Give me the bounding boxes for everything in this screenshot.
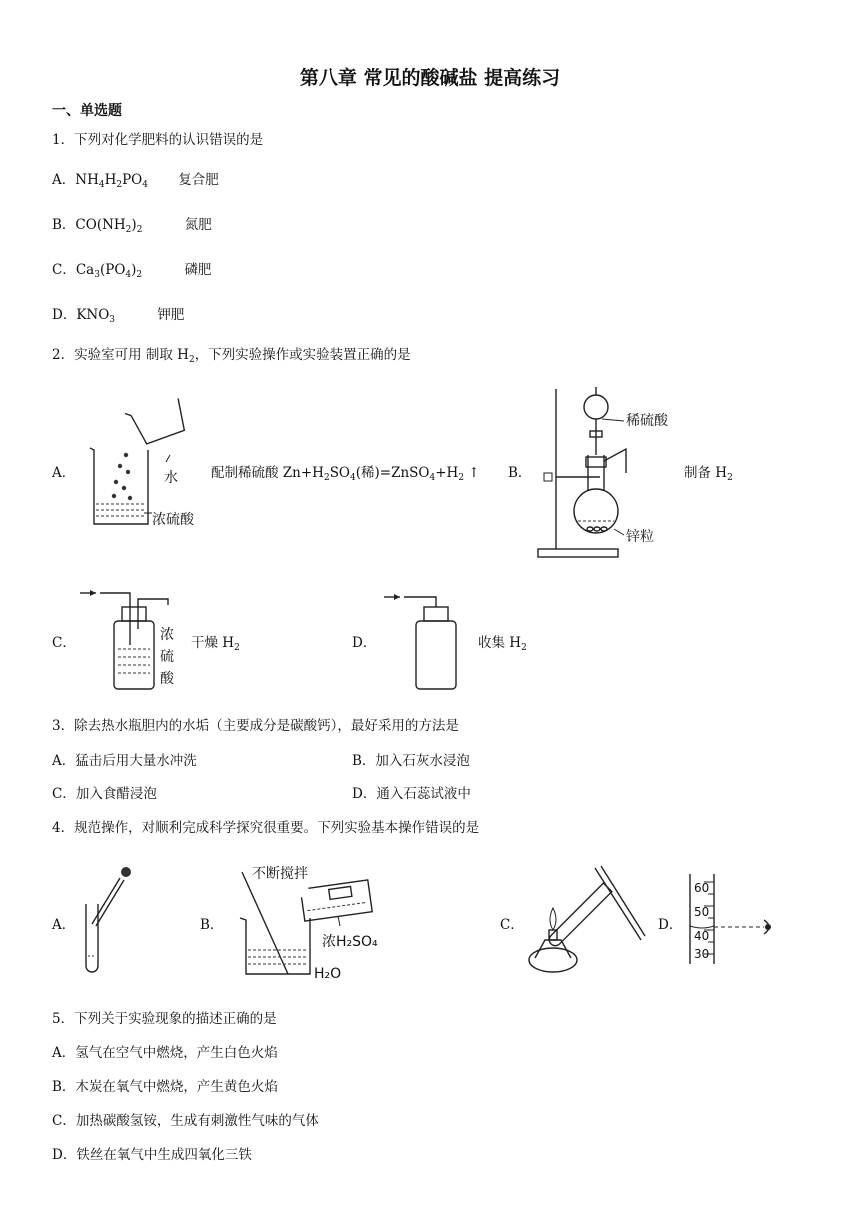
q4-a-figure bbox=[80, 862, 140, 977]
q4-option-b-letter[interactable]: B． bbox=[200, 917, 224, 933]
q2-c-label-2: 硫 bbox=[160, 649, 174, 665]
q1-b-label: 氮肥 bbox=[184, 217, 212, 233]
q2-b-text: 制备 $H_2$ bbox=[684, 465, 733, 483]
q5-option-d[interactable]: D．铁丝在氧气中生成四氧化三铁 bbox=[52, 1147, 252, 1163]
q5-option-b[interactable]: B．木炭在氧气中燃烧，产生黄色火焰 bbox=[52, 1079, 278, 1095]
q4-stem: 4．规范操作，对顺利完成科学探究很重要。下列实验基本操作错误的是 bbox=[52, 820, 480, 836]
q1-option-b[interactable] bbox=[52, 213, 212, 235]
q4-d-tick-40: 40 bbox=[694, 929, 710, 943]
q2-a-water-label: 水 bbox=[164, 470, 178, 486]
q1-b-letter: B． bbox=[52, 217, 76, 233]
q5-stem: 5．下列关于实验现象的描述正确的是 bbox=[52, 1011, 277, 1027]
q1-a-label: 复合肥 bbox=[178, 172, 219, 188]
q4-d-tick-60: 60 bbox=[694, 881, 710, 895]
q2-option-b-letter[interactable]: B． bbox=[508, 465, 532, 481]
q1-a-formula: $NH_4H_2PO_4$ bbox=[75, 172, 148, 190]
q4-d-tick-50: 50 bbox=[694, 905, 710, 919]
q2-option-c-letter[interactable]: C． bbox=[52, 635, 76, 651]
q1-c-letter: C． bbox=[52, 262, 76, 278]
q2-a-figure bbox=[84, 400, 214, 535]
q1-stem: 1．下列对化学肥料的认识错误的是 bbox=[52, 132, 264, 148]
q1-c-label: 磷肥 bbox=[184, 262, 212, 278]
q4-b-stir-label: 不断搅拌 bbox=[252, 866, 308, 882]
q2-c-text: 干燥 $H_2$ bbox=[191, 635, 240, 653]
q2-d-text: 收集 $H_2$ bbox=[478, 635, 527, 653]
q2-b-acid-label: 稀硫酸 bbox=[626, 413, 668, 429]
q4-d-tick-30: 30 bbox=[694, 947, 710, 961]
q1-d-letter: D． bbox=[52, 307, 77, 323]
q1-option-d[interactable] bbox=[52, 303, 184, 325]
q2-c-figure bbox=[78, 585, 188, 695]
q4-b-water-label: H₂O bbox=[314, 966, 342, 982]
q1-d-formula: $KNO_3$ bbox=[76, 307, 116, 325]
q1-a-letter: A． bbox=[52, 172, 76, 188]
q1-b-formula: $CO(NH_2)_2$ bbox=[75, 217, 143, 235]
section-heading: 一、单选题 bbox=[52, 103, 122, 119]
q3-option-b[interactable]: B．加入石灰水浸泡 bbox=[352, 753, 470, 769]
q2-a-acid-label: 浓硫酸 bbox=[152, 512, 194, 528]
q4-b-figure bbox=[230, 858, 400, 983]
q2-b-figure bbox=[534, 383, 684, 561]
q3-option-c[interactable]: C．加入食醋浸泡 bbox=[52, 786, 157, 802]
q4-option-d-letter[interactable]: D． bbox=[658, 917, 683, 933]
q4-d-figure bbox=[688, 872, 788, 968]
q2-option-d-letter[interactable]: D． bbox=[352, 635, 377, 651]
page-title: 第八章 常见的酸碱盐 提高练习 bbox=[299, 67, 561, 89]
q3-option-a[interactable]: A．猛击后用大量水冲洗 bbox=[52, 753, 197, 769]
q2-stem: 2．实验室可用 制取 $H_2$，下列实验操作或实验装置正确的是 bbox=[52, 347, 411, 365]
q4-c-figure bbox=[525, 860, 655, 978]
q2-d-figure bbox=[382, 585, 472, 695]
q5-option-a[interactable]: A．氢气在空气中燃烧，产生白色火焰 bbox=[52, 1045, 278, 1061]
q1-option-c[interactable] bbox=[52, 258, 211, 280]
q5-option-c[interactable]: C．加热碳酸氢铵，生成有刺激性气味的气体 bbox=[52, 1113, 319, 1129]
q4-option-c-letter[interactable]: C． bbox=[500, 917, 524, 933]
q3-option-d[interactable]: D．通入石蕊试液中 bbox=[352, 786, 471, 802]
q3-stem: 3．除去热水瓶胆内的水垢（主要成分是碳酸钙），最好采用的方法是 bbox=[52, 718, 459, 734]
q2-a-text: 配制稀硫酸 $Zn+H_2SO_4$(稀)$=ZnSO_4+H_2$ ↑ bbox=[211, 465, 480, 483]
q2-c-label-1: 浓 bbox=[160, 627, 174, 643]
q2-option-a-letter[interactable]: A． bbox=[52, 465, 76, 481]
q2-c-label-3: 酸 bbox=[160, 671, 174, 687]
q4-option-a-letter[interactable]: A． bbox=[52, 917, 76, 933]
q1-c-formula: $Ca_3(PO_4)_2$ bbox=[75, 262, 143, 280]
q4-b-acid-label: 浓H₂SO₄ bbox=[322, 934, 378, 950]
q1-d-label: 钾肥 bbox=[157, 307, 185, 323]
q1-option-a[interactable] bbox=[52, 168, 219, 190]
q2-b-zinc-label: 锌粒 bbox=[626, 529, 654, 545]
